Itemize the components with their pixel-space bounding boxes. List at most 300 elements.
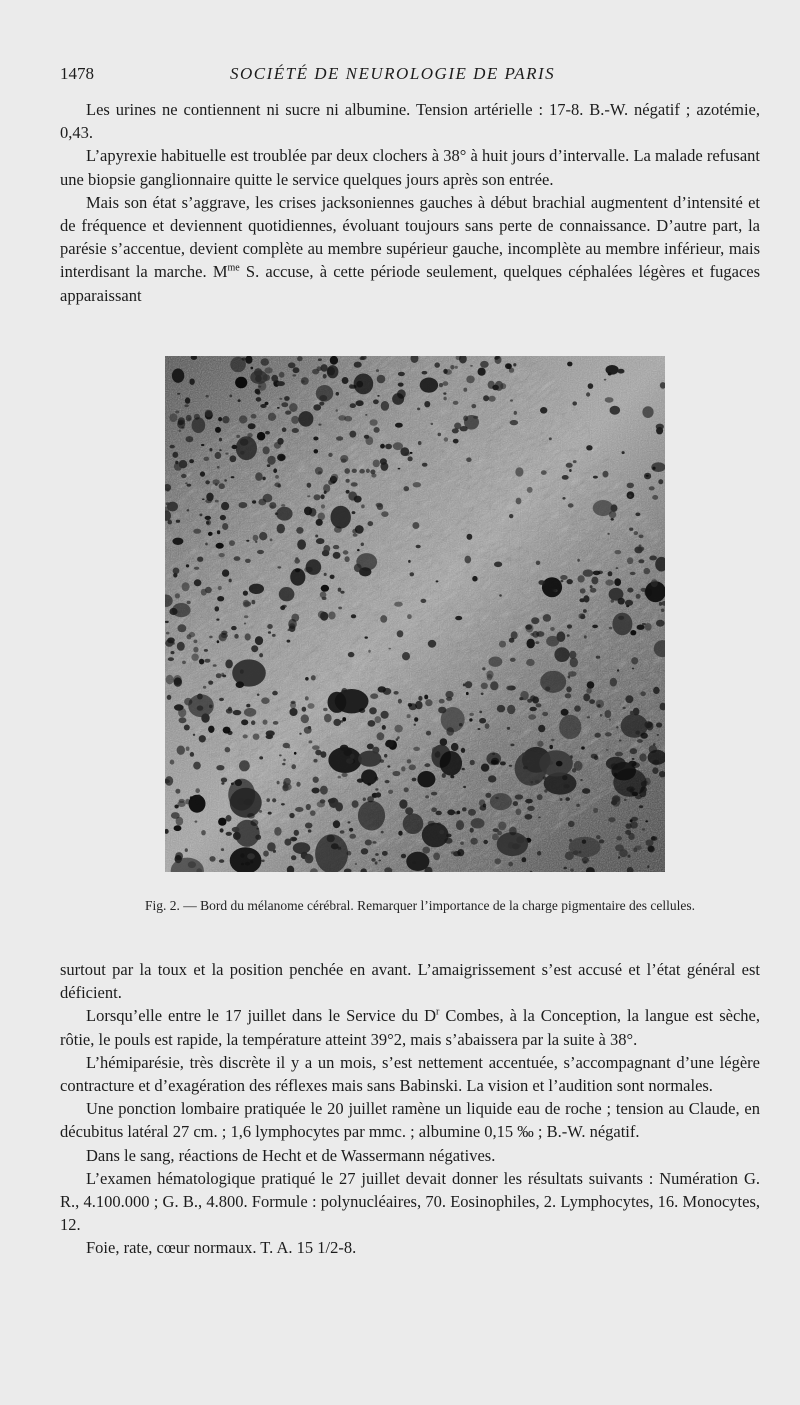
pigmented-cell	[453, 439, 459, 444]
pigmented-cell	[392, 393, 404, 405]
pigmented-cell	[562, 475, 569, 480]
pigmented-cell	[587, 681, 595, 688]
pigmented-cell	[536, 631, 544, 637]
pigmented-cell	[421, 599, 427, 603]
pigmented-cell	[632, 762, 640, 768]
pigmented-cell	[661, 609, 665, 613]
pigmented-cell	[439, 383, 443, 387]
pigmented-cell	[540, 671, 566, 693]
superscript: me	[227, 262, 240, 274]
pigmented-cell	[216, 619, 219, 621]
pigmented-cell	[272, 634, 276, 637]
pigmented-cell	[457, 849, 464, 856]
pigmented-cell	[318, 471, 322, 474]
pigmented-cell	[279, 587, 295, 601]
pigmented-cell	[226, 832, 232, 836]
pigmented-cell	[370, 470, 375, 475]
pigmented-cell	[259, 810, 262, 813]
pigmented-cell	[401, 854, 406, 859]
pigmented-cell	[174, 825, 182, 831]
pigmented-cell	[256, 391, 261, 395]
pigmented-cell	[338, 607, 342, 610]
pigmented-cell	[483, 395, 489, 401]
pigmented-cell	[417, 771, 435, 787]
pigmented-cell	[178, 624, 187, 632]
pigmented-cell	[590, 588, 596, 593]
pigmented-cell	[531, 617, 539, 624]
pigmented-cell	[193, 762, 201, 770]
pigmented-cell	[330, 575, 335, 579]
pigmented-cell	[259, 653, 263, 657]
pigmented-cell	[195, 788, 200, 793]
paragraph	[60, 1004, 760, 1050]
pigmented-cell	[336, 392, 339, 396]
pigmented-cell	[265, 367, 273, 373]
pigmented-cell	[549, 745, 553, 749]
pigmented-cell	[340, 455, 348, 462]
pigmented-cell	[473, 416, 478, 419]
pigmented-cell	[632, 668, 634, 670]
pigmented-cell	[542, 577, 562, 597]
pigmented-cell	[590, 585, 593, 588]
paragraph: L’hémiparésie, très discrète il y a un mois, s’est nettement accentuée, s’accompagnant d’une légère contracture et d’exagération des réflexes mais sans Babinski. La vision et l’audition sont normales.	[60, 1052, 760, 1096]
pigmented-cell	[234, 556, 241, 561]
pigmented-cell	[315, 535, 318, 538]
pigmented-cell	[459, 723, 463, 726]
pigmented-cell	[408, 456, 413, 461]
pigmented-cell	[450, 365, 454, 370]
pigmented-cell	[168, 520, 173, 525]
pigmented-cell	[630, 630, 636, 635]
pigmented-cell	[440, 751, 462, 776]
pigmented-cell	[296, 782, 300, 787]
pigmented-cell	[187, 484, 192, 487]
pigmented-cell	[443, 369, 447, 374]
pigmented-cell	[268, 812, 272, 815]
pigmented-cell	[465, 556, 472, 564]
pigmented-cell	[422, 371, 428, 375]
pigmented-cell	[544, 789, 547, 792]
pigmented-cell	[294, 830, 299, 836]
pigmented-cell	[488, 775, 496, 782]
pigmented-cell	[481, 764, 489, 772]
pigmented-cell	[463, 416, 468, 422]
pigmented-cell	[468, 809, 476, 816]
pigmented-cell	[184, 404, 188, 407]
pigmented-cell	[615, 550, 622, 554]
pigmented-cell	[351, 482, 358, 486]
pigmented-cell	[289, 403, 297, 412]
pigmented-cell	[209, 448, 212, 451]
pigmented-cell	[410, 452, 413, 454]
pigmented-cell	[187, 509, 190, 511]
pigmented-cell	[527, 639, 535, 649]
pigmented-cell	[617, 669, 619, 671]
pigmented-cell	[235, 377, 247, 389]
pigmented-cell	[220, 828, 224, 832]
pigmented-cell	[424, 763, 430, 767]
pigmented-cell	[444, 437, 448, 441]
pigmented-cell	[605, 732, 612, 736]
pigmented-cell	[209, 856, 215, 862]
pigmented-cell	[186, 747, 190, 751]
pigmented-cell	[583, 609, 587, 613]
pigmented-cell	[331, 474, 339, 482]
pigmented-cell	[206, 493, 213, 502]
pigmented-cell	[301, 714, 309, 723]
pigmented-cell	[509, 638, 515, 643]
pigmented-cell	[377, 732, 385, 740]
pigmented-cell	[263, 374, 270, 381]
pigmented-cell	[418, 441, 422, 445]
pigmented-cell	[639, 805, 643, 808]
pigmented-cell	[641, 733, 648, 739]
pigmented-cell	[541, 470, 547, 475]
pigmented-cell	[167, 637, 175, 643]
pigmented-cell	[381, 511, 388, 517]
pigmented-cell	[288, 362, 296, 368]
pigmented-cell	[566, 463, 573, 468]
pigmented-cell	[545, 687, 550, 692]
pigmented-cell	[236, 436, 257, 460]
pigmented-cell	[313, 437, 318, 441]
pigmented-cell	[256, 828, 259, 830]
pigmented-cell	[410, 572, 415, 576]
pigmented-cell	[205, 480, 210, 484]
pigmented-cell	[217, 530, 220, 534]
pigmented-cell	[187, 601, 191, 604]
pigmented-cell	[414, 717, 418, 722]
pigmented-cell	[509, 514, 513, 518]
pigmented-cell	[191, 654, 198, 661]
pigmented-cell	[471, 818, 485, 828]
pigmented-cell	[241, 719, 248, 725]
pigmented-cell	[414, 724, 416, 726]
pigmented-cell	[528, 714, 536, 719]
pigmented-cell	[193, 529, 201, 534]
pigmented-cell	[483, 840, 488, 844]
pigmented-cell	[218, 818, 226, 826]
pigmented-cell	[225, 659, 233, 668]
pigmented-cell	[355, 863, 357, 865]
pigmented-cell	[328, 612, 335, 620]
pigmented-cell	[412, 778, 417, 782]
pigmented-cell	[529, 707, 536, 712]
pigmented-cell	[314, 494, 321, 500]
pigmented-cell	[422, 847, 430, 854]
pigmented-cell	[452, 428, 459, 433]
pigmented-cell	[230, 455, 237, 462]
pigmented-cell	[624, 799, 627, 801]
pigmented-cell	[368, 720, 376, 727]
pigmented-cell	[189, 459, 194, 463]
pigmented-cell	[614, 578, 621, 586]
pigmented-cell	[318, 424, 321, 426]
pigmented-cell	[566, 686, 571, 692]
pigmented-cell	[637, 739, 643, 743]
pigmented-cell	[382, 725, 386, 730]
pigmented-cell	[285, 411, 291, 415]
pigmented-cell	[201, 589, 207, 596]
text-span: Mais son état s’aggrave, les crises jacksoniennes gauches à début brachial augmentent d’intensité et de fréquence et deviennent quotidiennes, évoluant toujours sans perte de connaissance. D’autre part, la parésie s’accentue, devient complète au membre supérieur gauche, incomplète au membre inférieur, mais interdisant la marche. M	[60, 192, 760, 282]
pigmented-cell	[600, 714, 603, 717]
pigmented-cell	[179, 799, 185, 803]
pigmented-cell	[465, 681, 472, 688]
pigmented-cell	[403, 813, 424, 834]
pigmented-cell	[462, 807, 467, 811]
pigmented-cell	[205, 516, 211, 520]
pigmented-cell	[561, 709, 569, 716]
pigmented-cell	[392, 771, 400, 776]
pigmented-cell	[349, 431, 356, 438]
pigmented-cell	[320, 612, 328, 621]
pigmented-cell	[570, 869, 574, 872]
pigmented-cell	[510, 744, 514, 747]
pigmented-cell	[185, 848, 188, 852]
pigmented-cell	[170, 445, 175, 449]
pigmented-cell	[605, 580, 613, 586]
pigmented-cell	[516, 809, 522, 816]
pigmented-cell	[185, 397, 190, 403]
pigmented-cell	[267, 464, 271, 467]
pigmented-cell	[567, 362, 572, 367]
pigmented-cell	[407, 614, 412, 619]
pigmented-cell	[627, 557, 633, 564]
paragraph: Une ponction lombaire pratiquée le 20 juillet ramène un liquide eau de roche ; tension au Claude, en décubitus latéral 27 cm. ; 1,6 lymphocytes par mmc. ; albumine 0,15 ‰ ; B.-W. négatif.	[60, 1099, 760, 1142]
pigmented-cell	[629, 494, 632, 497]
pigmented-cell	[593, 808, 598, 813]
pigmented-cell	[201, 830, 206, 835]
pigmented-cell	[194, 567, 199, 570]
pigmented-cell	[466, 692, 469, 695]
pigmented-cell	[273, 721, 279, 725]
pigmented-cell	[215, 427, 221, 433]
pigmented-cell	[350, 403, 356, 408]
pigmented-cell	[204, 649, 208, 652]
pigmented-cell	[397, 630, 404, 637]
pigmented-cell	[526, 624, 534, 633]
pigmented-cell	[293, 842, 310, 854]
paragraph: L’examen hématologique pratiqué le 27 juillet devait donner les résultats suivants : Numération G. R., 4.100.000 ; G. B., 4.800. Formule : polynucléaires, 70. Eosinophiles, 2. Lymphocytes, 16. Monocytes, 12.	[60, 1168, 760, 1235]
pigmented-cell	[346, 479, 350, 483]
pigmented-cell	[494, 562, 502, 568]
pigmented-cell	[184, 725, 190, 731]
figure-caption: Fig. 2. — Bord du mélanome cérébral. Remarquer l’importance de la charge pigmentaire des cellules.	[144, 898, 696, 913]
pigmented-cell	[291, 416, 299, 424]
pigmented-cell	[262, 477, 265, 481]
pigmented-cell	[205, 543, 208, 546]
pigmented-cell	[593, 500, 614, 516]
pigmented-cell	[586, 445, 592, 450]
pigmented-cell	[293, 367, 300, 373]
pigmented-cell	[426, 731, 431, 736]
pigmented-cell	[401, 766, 405, 771]
pigmented-cell	[537, 741, 543, 747]
pigmented-cell	[536, 561, 541, 565]
pigmented-cell	[407, 759, 412, 763]
pigmented-cell	[365, 436, 373, 445]
pigmented-cell	[275, 475, 279, 479]
pigmented-cell	[495, 858, 502, 864]
pigmented-cell	[373, 399, 379, 404]
pigmented-cell	[352, 469, 357, 473]
pigmented-cell	[425, 795, 429, 798]
pigmented-cell	[658, 479, 663, 484]
pigmented-cell	[647, 865, 649, 868]
pigmented-cell	[178, 429, 181, 432]
pigmented-cell	[592, 625, 598, 629]
pigmented-cell	[535, 641, 539, 644]
pigmented-cell	[420, 378, 438, 393]
pigmented-cell	[497, 832, 528, 856]
pigmented-cell	[301, 377, 309, 385]
pigmented-cell	[611, 518, 614, 521]
pigmented-cell	[333, 820, 340, 828]
pigmented-cell	[526, 659, 535, 666]
pigmented-cell	[359, 757, 362, 759]
pigmented-cell	[404, 486, 410, 491]
pigmented-cell	[527, 487, 533, 493]
pigmented-cell	[582, 840, 586, 844]
pigmented-cell	[409, 703, 417, 710]
pigmented-cell	[319, 402, 324, 406]
pigmented-cell	[622, 451, 625, 454]
pigmented-cell	[346, 490, 350, 494]
pigmented-cell	[349, 828, 353, 832]
pigmented-cell	[486, 671, 493, 679]
pigmented-cell	[596, 656, 600, 659]
pigmented-cell	[308, 829, 312, 832]
pigmented-cell	[375, 716, 382, 723]
pigmented-cell	[259, 532, 267, 540]
pigmented-cell	[365, 840, 372, 846]
pigmented-cell	[358, 801, 385, 831]
pigmented-cell	[225, 747, 231, 752]
pigmented-cell	[193, 734, 195, 736]
pigmented-cell	[604, 379, 607, 381]
pigmented-cell	[206, 520, 211, 526]
pigmented-cell	[572, 401, 577, 405]
pigmented-cell	[467, 534, 473, 540]
pigmented-cell	[256, 397, 262, 402]
pigmented-cell	[456, 820, 464, 830]
pigmented-cell	[270, 539, 273, 542]
pigmented-cell	[258, 499, 266, 506]
pigmented-cell	[428, 640, 436, 648]
pigmented-cell	[244, 623, 246, 625]
pigmented-cell	[216, 543, 224, 549]
pigmented-cell	[245, 633, 251, 640]
pigmented-cell	[556, 761, 563, 767]
pigmented-cell	[582, 788, 590, 794]
pigmented-cell	[480, 361, 489, 368]
pigmented-cell	[616, 726, 618, 728]
pigmented-cell	[471, 404, 476, 408]
pigmented-cell	[586, 392, 590, 396]
paragraph: Les urines ne contiennent ni sucre ni albumine. Tension artérielle : 17-8. B.-W. négatif ; azotémie, 0,43.	[60, 100, 760, 143]
pigmented-cell	[495, 356, 500, 359]
pigmented-cell	[608, 571, 613, 576]
pigmented-cell	[472, 576, 477, 582]
pigmented-cell	[323, 708, 328, 711]
pigmented-cell	[197, 795, 200, 798]
pigmented-cell	[453, 401, 459, 405]
pigmented-cell	[200, 471, 205, 476]
pigmented-cell	[331, 843, 339, 849]
pigmented-cell	[525, 799, 533, 804]
pigmented-cell	[321, 504, 325, 508]
pigmented-cell	[192, 417, 206, 433]
pigmented-cell	[365, 636, 368, 638]
pigmented-cell	[510, 658, 516, 662]
pigmented-cell	[461, 748, 465, 753]
pigmented-cell	[536, 703, 542, 707]
pigmented-cell	[451, 851, 455, 854]
pigmented-cell	[261, 358, 269, 366]
pigmented-cell	[215, 606, 220, 611]
pigmented-cell	[338, 588, 342, 592]
pigmented-cell	[356, 400, 364, 406]
pigmented-cell	[573, 460, 577, 463]
pigmented-cell	[380, 444, 385, 449]
pigmented-cell	[345, 556, 350, 562]
pigmented-cell	[443, 392, 446, 394]
pigmented-cell	[216, 765, 224, 770]
pigmented-cell	[208, 681, 213, 685]
pigmented-cell	[282, 784, 288, 791]
pigmented-cell	[172, 603, 191, 617]
pigmented-cell	[313, 404, 321, 410]
running-head: SOCIÉTÉ DE NEUROLOGIE DE PARIS	[230, 64, 556, 83]
pigmented-cell	[457, 811, 460, 815]
pigmented-cell	[513, 801, 518, 806]
pigmented-cell	[335, 802, 343, 811]
pigmented-cell	[219, 438, 222, 442]
pigmented-cell	[279, 754, 282, 756]
pigmented-cell	[355, 525, 364, 534]
pigmented-cell	[642, 828, 645, 830]
pigmented-cell	[239, 415, 247, 423]
pigmented-cell	[605, 710, 612, 718]
pigmented-cell	[166, 632, 170, 635]
pigmented-cell	[305, 696, 309, 700]
pigmented-cell	[385, 740, 394, 748]
pigmented-cell	[277, 438, 283, 445]
pigmented-cell	[605, 397, 614, 403]
pigmented-cell	[277, 381, 285, 386]
pigmented-cell	[204, 457, 210, 461]
pigmented-cell	[388, 790, 393, 794]
pigmented-cell	[284, 396, 290, 401]
pigmented-cell	[506, 686, 512, 690]
pigmented-cell	[463, 388, 467, 392]
pigmented-cell	[334, 526, 342, 533]
pigmented-cell	[560, 798, 563, 801]
pigmented-cell	[197, 557, 203, 562]
pigmented-cell	[418, 696, 422, 701]
pigmented-cell	[481, 683, 488, 689]
pigmented-cell	[273, 468, 277, 473]
pigmented-cell	[291, 701, 296, 704]
pigmented-cell	[282, 427, 287, 432]
pigmented-cell	[637, 546, 644, 551]
pigmented-cell	[244, 615, 248, 618]
pigmented-cell	[336, 436, 343, 441]
pigmented-cell	[313, 777, 319, 783]
pigmented-cell	[324, 714, 332, 723]
pigmented-cell	[485, 723, 490, 729]
pigmented-cell	[587, 716, 590, 718]
